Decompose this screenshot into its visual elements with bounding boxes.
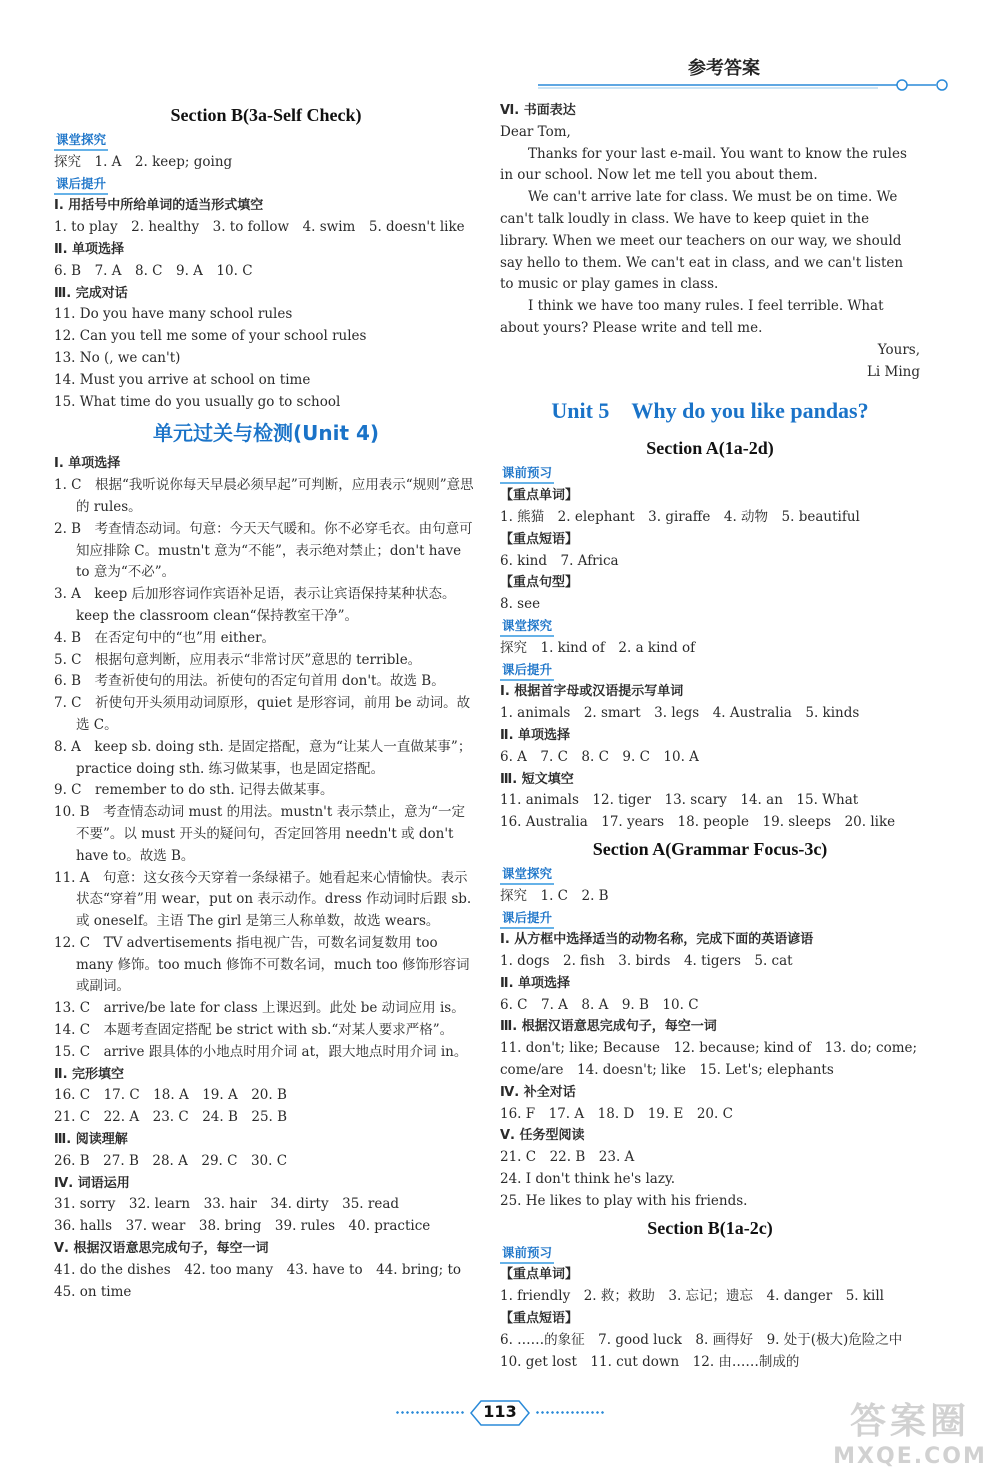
letter-paragraph: Thanks for your last e-mail. You want to know the rules in our school. Now let me tell you about them. [500, 145, 907, 184]
explanation-item: 7. C 祈使句开头须用动词原形，quiet 是形容词，前用 be 动词。故选 C。 [54, 695, 471, 733]
watermark [830, 1400, 990, 1476]
letter-paragraph: We can't arrive late for class. We must be on time. We can't talk loudly in class. We have to keep quiet in the library. When we meet our teachers on our way, we should say hello to them. We can't eat in class, and we can't listen to music or play games in class. [500, 189, 904, 293]
answer-line: 21. C 22. A 23. C 24. B 25. B [54, 1109, 288, 1126]
page-number: 113 [483, 1402, 517, 1421]
part-title: Ⅴ. 任务型阅读 [500, 1128, 585, 1144]
part-title: 【重点单词】 [500, 488, 579, 504]
answer-line: 15. What time do you usually go to school [54, 393, 341, 410]
tag-after-class: 课后提升 [500, 909, 554, 929]
tag-preview: 课前预习 [500, 464, 554, 484]
explanation-item: 4. B 在否定句中的“也”用 either。 [54, 629, 276, 646]
tag-after-class: 课后提升 [500, 661, 554, 681]
answer-line: 1. friendly 2. 救；救助 3. 忘记；遗忘 4. danger 5. kill [500, 1288, 884, 1305]
answer-line: 6. C 7. A 8. A 9. B 10. C [500, 996, 699, 1013]
explanation-item: 2. B 考查情态动词。句意：今天天气暖和。你不必穿毛衣。由句意可知应排除 C。mustn't 意为“不能”，表示绝对禁止；don't have to 意为“不必”。 [54, 520, 473, 581]
part-title: 【重点短语】 [500, 531, 579, 547]
section-title: Section B(1a-2c) [647, 1217, 773, 1238]
explanation-item: 3. A keep 后加形容词作宾语补足语，表示让宾语保持某种状态。keep the classroom clean“保持教室干净”。 [54, 586, 456, 624]
letter-signature: Li Ming [866, 363, 920, 380]
part-title: Ⅲ. 完成对话 [54, 285, 128, 301]
answer-line: 11. animals 12. tiger 13. scary 14. an 15. What [500, 792, 859, 809]
part-title: Ⅰ. 根据首字母或汉语提示写单词 [500, 684, 684, 700]
left-column [54, 100, 478, 1303]
header-decor-line [538, 78, 958, 92]
answer-line: 13. No (, we can't) [54, 349, 181, 366]
answer-line: 6. ……的象征 7. good luck 8. 画得好 9. 处于(极大)危险之中 10. get lost 11. cut down 12. 由……制成的 [500, 1331, 916, 1370]
answer-line: 16. Australia 17. years 18. people 19. sleeps 20. like [500, 814, 896, 831]
answer-line: 探究 1. kind of 2. a kind of [500, 639, 696, 656]
answer-line: 12. Can you tell me some of your school rules [54, 328, 367, 345]
unit-title: Unit 5 Why do you like pandas? [551, 398, 869, 424]
answer-line: 1. 熊猫 2. elephant 3. giraffe 4. 动物 5. beautiful [500, 508, 860, 525]
part-title: Ⅱ. 完形填空 [54, 1066, 125, 1082]
watermark-logo-text: 答案圈 [849, 1401, 970, 1442]
part-title: Ⅱ. 单项选择 [54, 241, 125, 257]
answer-line: 21. C 22. B 23. A [500, 1149, 635, 1166]
part-title: Ⅰ. 从方框中选择适当的动物名称，完成下面的英语谚语 [500, 932, 814, 948]
header-title: 参考答案 [688, 58, 760, 79]
tag-after-class: 课后提升 [54, 175, 108, 195]
answer-line: 11. don't; like; Because 12. because; kind of 13. do; come; come/are 14. doesn't; like 15. Let's; elephants [500, 1040, 918, 1079]
explanation-item: 14. C 本题考查固定搭配 be strict with sb.“对某人要求严格”。 [54, 1022, 454, 1039]
answer-line: 41. do the dishes 42. too many 43. have to 44. bring; to [54, 1261, 461, 1278]
answer-line: 31. sorry 32. learn 33. hair 34. dirty 35. read [54, 1196, 400, 1213]
part-title: Ⅲ. 根据汉语意思完成句子，每空一词 [500, 1019, 717, 1035]
answer-line: 1. to play 2. healthy 3. to follow 4. swim 5. doesn't like [54, 219, 465, 236]
part-title: 【重点句型】 [500, 575, 579, 591]
part-title: 【重点短语】 [500, 1311, 579, 1327]
letter-paragraph: I think we have too many rules. I feel terrible. What about yours? Please write and tell me. [500, 298, 884, 336]
part-title: Ⅲ. 阅读理解 [54, 1132, 128, 1148]
answer-line: 6. A 7. C 8. C 9. C 10. A [500, 748, 699, 765]
unit-test-title: 单元过关与检测(Unit 4) [152, 421, 380, 446]
part-title: Ⅰ. 用括号中所给单词的适当形式填空 [54, 198, 264, 214]
part-title: Ⅱ. 单项选择 [500, 727, 571, 743]
answer-line: 8. see [500, 596, 541, 613]
part-title: Ⅳ. 词语运用 [54, 1175, 130, 1191]
answer-line: 探究 1. A 2. keep; going [54, 153, 233, 170]
answer-line: 14. Must you arrive at school on time [54, 371, 311, 388]
tag-in-class: 课堂探究 [54, 131, 108, 151]
explanation-item: 13. C arrive/be late for class 上课迟到。此处 be 动词应用 is。 [54, 1000, 465, 1017]
answer-line: 36. halls 37. wear 38. bring 39. rules 40. practice [54, 1218, 431, 1235]
part-title: Ⅰ. 单项选择 [54, 456, 121, 472]
answer-line: 6. kind 7. Africa [500, 552, 619, 569]
watermark-url: MXQE.COM [833, 1444, 987, 1469]
answer-line: 25. He likes to play with his friends. [500, 1192, 748, 1209]
footer-dots-right [535, 1411, 605, 1414]
explanation-item: 10. B 考查情态动词 must 的用法。mustn't 表示禁止，意为“一定不要”。以 must 开头的疑问句，否定回答用 needn't 或 don't have to。故选 B。 [54, 804, 465, 864]
explanation-item: 11. A 句意：这女孩今天穿着一条绿裙子。她看起来心情愉快。表示状态“穿着”用 wear，put on 表示动作。dress 作动词时后跟 sb. 或 oneself。主语 The girl 是第三人称单数，故选 wears。 [54, 869, 472, 930]
explanation-item: 6. B 考查祈使句的用法。祈使句的否定句首用 don't。故选 B。 [54, 673, 445, 690]
section-title: Section A(1a-2d) [646, 438, 774, 459]
answer-line: 6. B 7. A 8. C 9. A 10. C [54, 262, 253, 279]
tag-preview: 课前预习 [500, 1244, 554, 1264]
letter-close: Yours, [877, 341, 920, 358]
footer-dots-left [395, 1411, 465, 1414]
part-title: Ⅵ. 书面表达 [500, 103, 576, 118]
part-title: Ⅳ. 补全对话 [500, 1084, 576, 1100]
part-title: Ⅲ. 短文填空 [500, 771, 574, 787]
letter-greeting: Dear Tom, [500, 123, 571, 140]
explanation-item: 15. C arrive 跟具体的小地点时用介词 at，跟大地点时用介词 in。 [54, 1043, 468, 1060]
right-column [500, 100, 920, 1373]
explanation-item: 8. A keep sb. doing sth. 是固定搭配，意为“让某人一直做某事”；practice doing sth. 练习做某事，也是固定搭配。 [54, 738, 472, 777]
explanation-item: 9. C remember to do sth. 记得去做某事。 [54, 782, 334, 799]
answer-line: 26. B 27. B 28. A 29. C 30. C [54, 1152, 288, 1169]
explanation-item: 12. C TV advertisements 指电视广告，可数名词复数用 too many 修饰。too much 修饰不可数名词，much too 修饰形容词或副词。 [54, 934, 470, 995]
part-title: 【重点单词】 [500, 1267, 579, 1283]
answer-line: 探究 1. C 2. B [500, 887, 609, 904]
answer-line: 1. animals 2. smart 3. legs 4. Australia 5. kinds [500, 705, 860, 722]
tag-in-class: 课堂探究 [500, 617, 554, 637]
section-title: Section B(3a-Self Check) [170, 105, 362, 125]
answer-line: 1. dogs 2. fish 3. birds 4. tigers 5. cat [500, 953, 793, 970]
answer-line: 16. F 17. A 18. D 19. E 20. C [500, 1105, 733, 1122]
answer-line: 11. Do you have many school rules [54, 306, 293, 323]
tag-in-class: 课堂探究 [500, 865, 554, 885]
section-title: Section A(Grammar Focus-3c) [592, 838, 828, 859]
part-title: Ⅴ. 根据汉语意思完成句子，每空一词 [54, 1241, 269, 1257]
answer-line: 45. on time [54, 1283, 132, 1300]
page-number-badge [465, 1398, 535, 1428]
explanation-item: 5. C 根据句意判断，应用表示“非常讨厌”意思的 terrible。 [54, 651, 422, 668]
answer-line: 24. I don't think he's lazy. [500, 1171, 676, 1188]
explanation-item: 1. C 根据“我听说你每天早晨必须早起”可判断，应用表示“规则”意思的 rules。 [54, 477, 474, 515]
answer-line: 16. C 17. C 18. A 19. A 20. B [54, 1087, 287, 1104]
part-title: Ⅱ. 单项选择 [500, 975, 571, 991]
